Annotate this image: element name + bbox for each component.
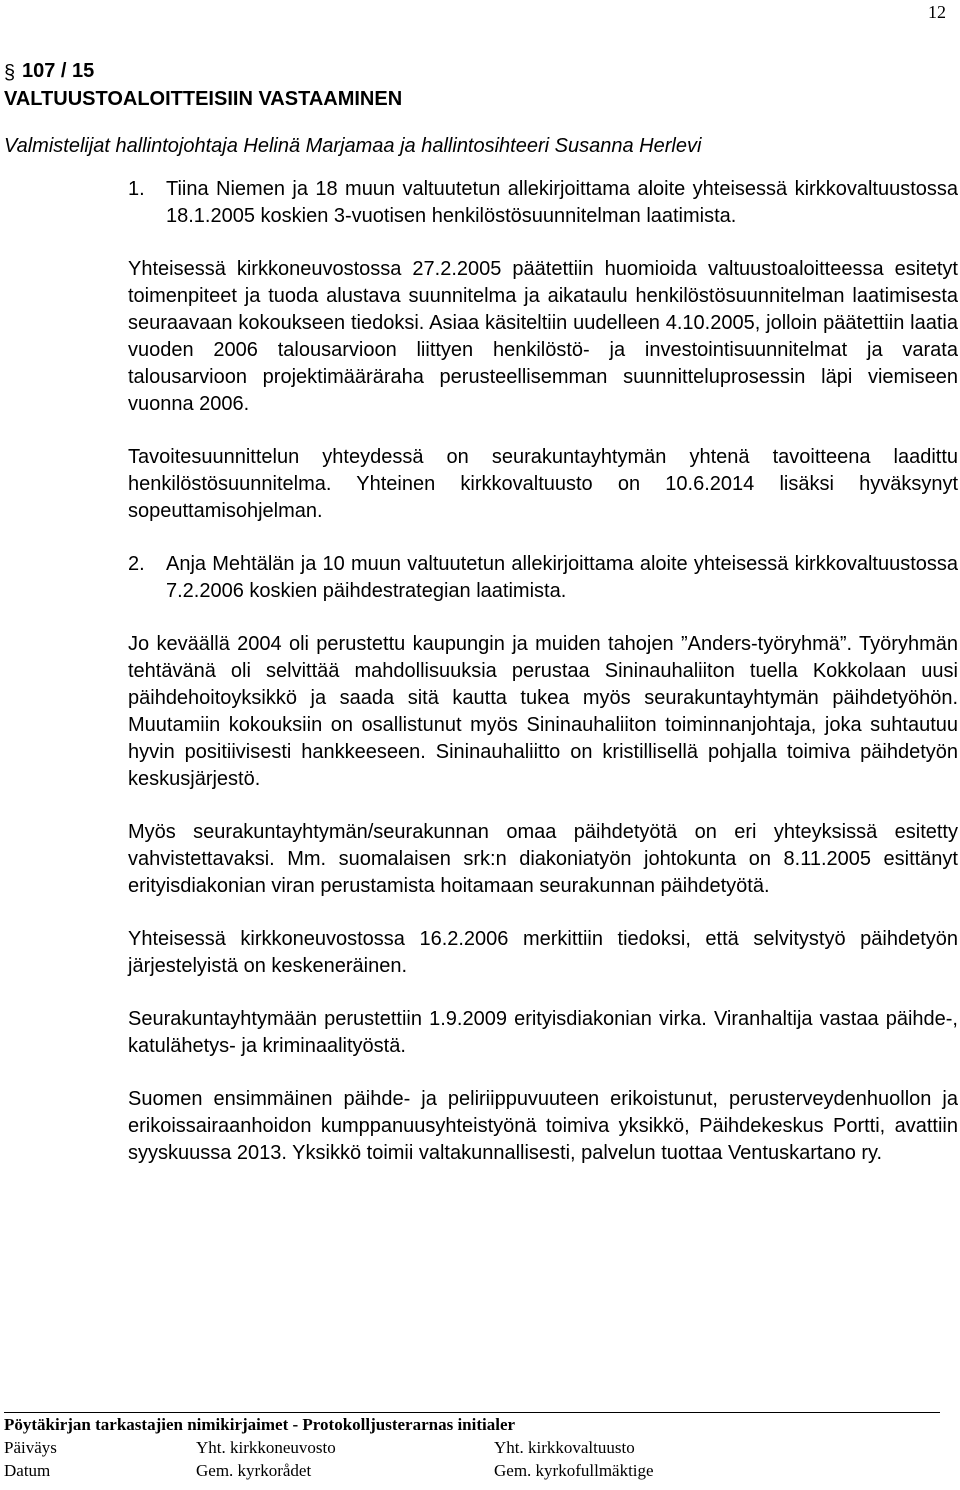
preparers-line: Valmistelijat hallintojohtaja Helinä Marjamaa ja hallintosihteeri Susanna Herlevi (4, 135, 702, 157)
footer-row-finnish (4, 1436, 944, 1459)
paragraph: Jo keväällä 2004 oli perustettu kaupungin ja muiden tahojen ”Anders-työryhmä”. Työryhmän tehtävänä oli selvittää mahdollisuuksia perustaa Sininauhaliiton tuella Kokkolaan uusi päihdehoitoyksikkö ja saada sitä kautta tukea myös seurakuntayhtymän päihdetyöhön. Muutamiin kokouksiin on osallistunut myös Sininauhaliiton toiminnanjohtaja, joka suhtautuu hyvin positiivisesti hankkeeseen. Sininauhaliitto on kristillisellä pohjalla toimiva päihdetyön keskusjärjestö. (128, 633, 958, 790)
paragraph: Seurakuntayhtymään perustettiin 1.9.2009 erityisdiakonian virka. Viranhaltija vastaa päihde-, katulähetys- ja kriminaalityöstä. (128, 1008, 958, 1057)
page-footer (4, 1413, 944, 1482)
paragraph: Tavoitesuunnittelun yhteydessä on seurakuntayhtymän yhtenä tavoitteena laadittu henkilöstösuunnitelma. Yhteinen kirkkovaltuusto on 10.6.2014 lisäksi hyväksynyt sopeuttamisohjelman. (128, 446, 958, 522)
motion-item-1 (128, 176, 958, 230)
page-number: 12 (928, 2, 946, 22)
item-number: 1. (128, 178, 145, 200)
motion-item-2 (128, 551, 958, 605)
paragraph: Suomen ensimmäinen päihde- ja peliriippuvuuteen erikoistunut, perusterveydenhuollon ja erikoissairaanhoidon kumppanuusyhteistyönä toimiva yksikkö, Päihdekeskus Portti, avattiin syyskuussa 2013. Yksikkö toimii valtakunnallisesti, palvelun tuottaa Ventuskartano ry. (128, 1088, 958, 1164)
footer-assembly-label: Yht. kirkkovaltuusto (494, 1438, 635, 1457)
section-heading (4, 57, 402, 113)
item-number: 2. (128, 553, 145, 575)
footer-assembly-label: Gem. kyrkofullmäktige (494, 1461, 654, 1480)
paragraph: Myös seurakuntayhtymän/seurakunnan omaa päihdetyötä on eri yhteyksissä esitetty vahvistettavaksi. Mm. suomalaisen srk:n diakoniatyön johtokunta on 8.11.2005 esittänyt erityisdiakonian viran perustamista hoitamaan seurakunnan päihdetyötä. (128, 821, 958, 897)
footer-title: Pöytäkirjan tarkastajien nimikirjaimet - Protokolljusterarnas initialer (4, 1415, 516, 1434)
footer-council-label: Gem. kyrkorådet (196, 1461, 312, 1480)
footer-date-label: Datum (4, 1461, 51, 1480)
paragraph: Yhteisessä kirkkoneuvostossa 16.2.2006 merkittiin tiedoksi, että selvitystyö päihdetyön järjestelyistä on keskeneräinen. (128, 928, 958, 977)
footer-row-swedish (4, 1459, 944, 1482)
paragraph: Yhteisessä kirkkoneuvostossa 27.2.2005 päätettiin huomioida valtuustoaloitteessa esitetyt toimenpiteet ja tuoda alustava suunnitelma ja aikataulu henkilöstösuunnitelman laatimisesta seuraavaan kokoukseen tiedoksi. Asiaa käsiteltiin uudelleen 4.10.2005, jolloin päätettiin laatia vuoden 2006 talousarvioon liittyen henkilöstö- ja investointisuunnitelmat ja varata talousarvioon projektimääräraha perusteellisemman suunnitteluprosessin läpi viemiseen vuonna 2006. (128, 258, 958, 415)
section-title: VALTUUSTOALOITTEISIIN VASTAAMINEN (4, 88, 403, 110)
footer-date-label: Päiväys (4, 1438, 57, 1457)
section-number: 107 / 15 (22, 60, 95, 82)
item-text: Anja Mehtälän ja 10 muun valtuutetun allekirjoittama aloite yhteisessä kirkkovaltuustossa 7.2.2006 koskien päihdestrategian laatimista. (166, 553, 958, 602)
section-mark: § (4, 62, 16, 84)
item-text: Tiina Niemen ja 18 muun valtuutetun allekirjoittama aloite yhteisessä kirkkovaltuustossa 18.1.2005 koskien 3-vuotisen henkilöstösuunnitelman laatimista. (166, 178, 958, 227)
footer-council-label: Yht. kirkkoneuvosto (196, 1438, 336, 1457)
document-body (128, 176, 958, 1193)
